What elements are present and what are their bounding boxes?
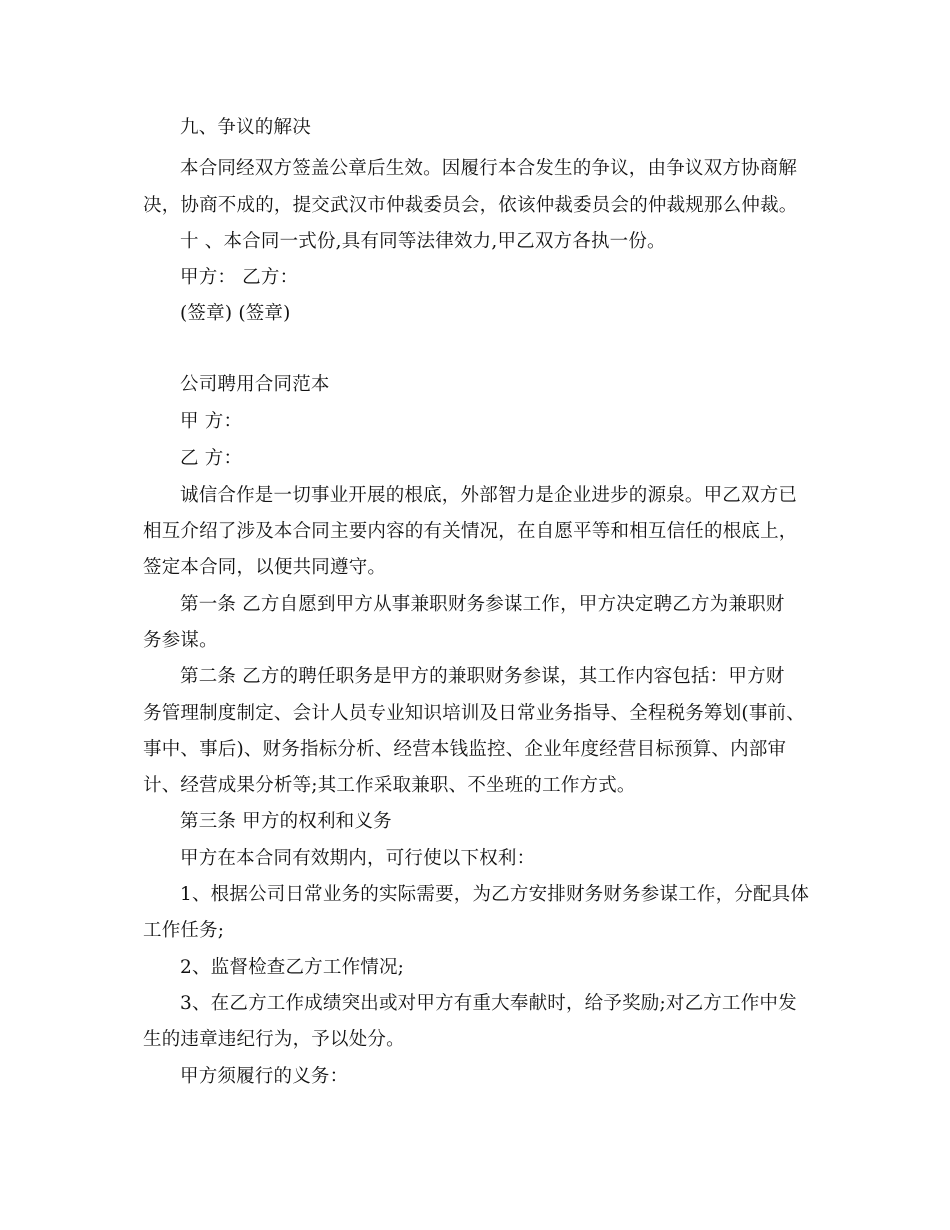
party-a-label: 甲 方：	[180, 411, 243, 432]
article-two-line: 务管理制度制定、会计人员专业知识培训及日常业务指导、全程税务筹划(事前、	[143, 703, 805, 724]
clause-ten: 十 、本合同一式份,具有同等法律效力,甲乙双方各执一份。	[180, 231, 666, 252]
right-three-line: 3、在乙方工作成绩突出或对甲方有重大奉献时，给予奖励;对乙方工作中发	[180, 993, 797, 1014]
obligations-intro: 甲方须履行的义务：	[180, 1066, 349, 1087]
contract-title: 公司聘用合同范本	[180, 374, 330, 395]
rights-intro: 甲方在本合同有效期内，可行使以下权利：	[180, 848, 536, 869]
right-one-line: 1、根据公司日常业务的实际需要，为乙方安排财务财务参谋工作，分配具体	[180, 884, 810, 905]
right-one-line: 工作任务;	[143, 920, 225, 941]
signature-seals: (签章) (签章)	[180, 303, 291, 324]
right-two: 2、监督检查乙方工作情况;	[180, 957, 405, 978]
article-one-line: 第一条 乙方自愿到甲方从事兼职财务参谋工作，甲方决定聘乙方为兼职财	[180, 594, 785, 615]
signature-parties: 甲方： 乙方：	[180, 267, 299, 288]
article-three-heading: 第三条 甲方的权利和义务	[180, 811, 392, 832]
intro-paragraph-line: 相互介绍了涉及本合同主要内容的有关情况，在自愿平等和相互信任的根底上，	[143, 521, 798, 542]
section-nine-paragraph-line: 本合同经双方签盖公章后生效。因履行本合发生的争议，由争议双方协商解	[180, 158, 798, 179]
intro-paragraph-line: 诚信合作是一切事业开展的根底，外部智力是企业进步的源泉。甲乙双方已	[180, 485, 798, 506]
intro-paragraph-line: 签定本合同，以便共同遵守。	[143, 557, 387, 578]
section-nine-heading: 九、争议的解决	[180, 117, 311, 138]
article-two-line: 事中、事后)、财务指标分析、经营本钱监控、企业年度经营目标预算、内部审	[143, 739, 787, 760]
section-nine-paragraph-line: 决，协商不成的，提交武汉市仲裁委员会，依该仲裁委员会的仲裁规那么仲裁。	[143, 195, 798, 216]
right-three-line: 生的违章违纪行为，予以处分。	[143, 1029, 405, 1050]
party-b-label: 乙 方：	[180, 448, 243, 469]
article-two-line: 第二条 乙方的聘任职务是甲方的兼职财务参谋，其工作内容包括：甲方财	[180, 666, 785, 687]
article-two-line: 计、经营成果分析等;其工作采取兼职、不坐班的工作方式。	[143, 775, 636, 796]
article-one-line: 务参谋。	[143, 630, 218, 651]
